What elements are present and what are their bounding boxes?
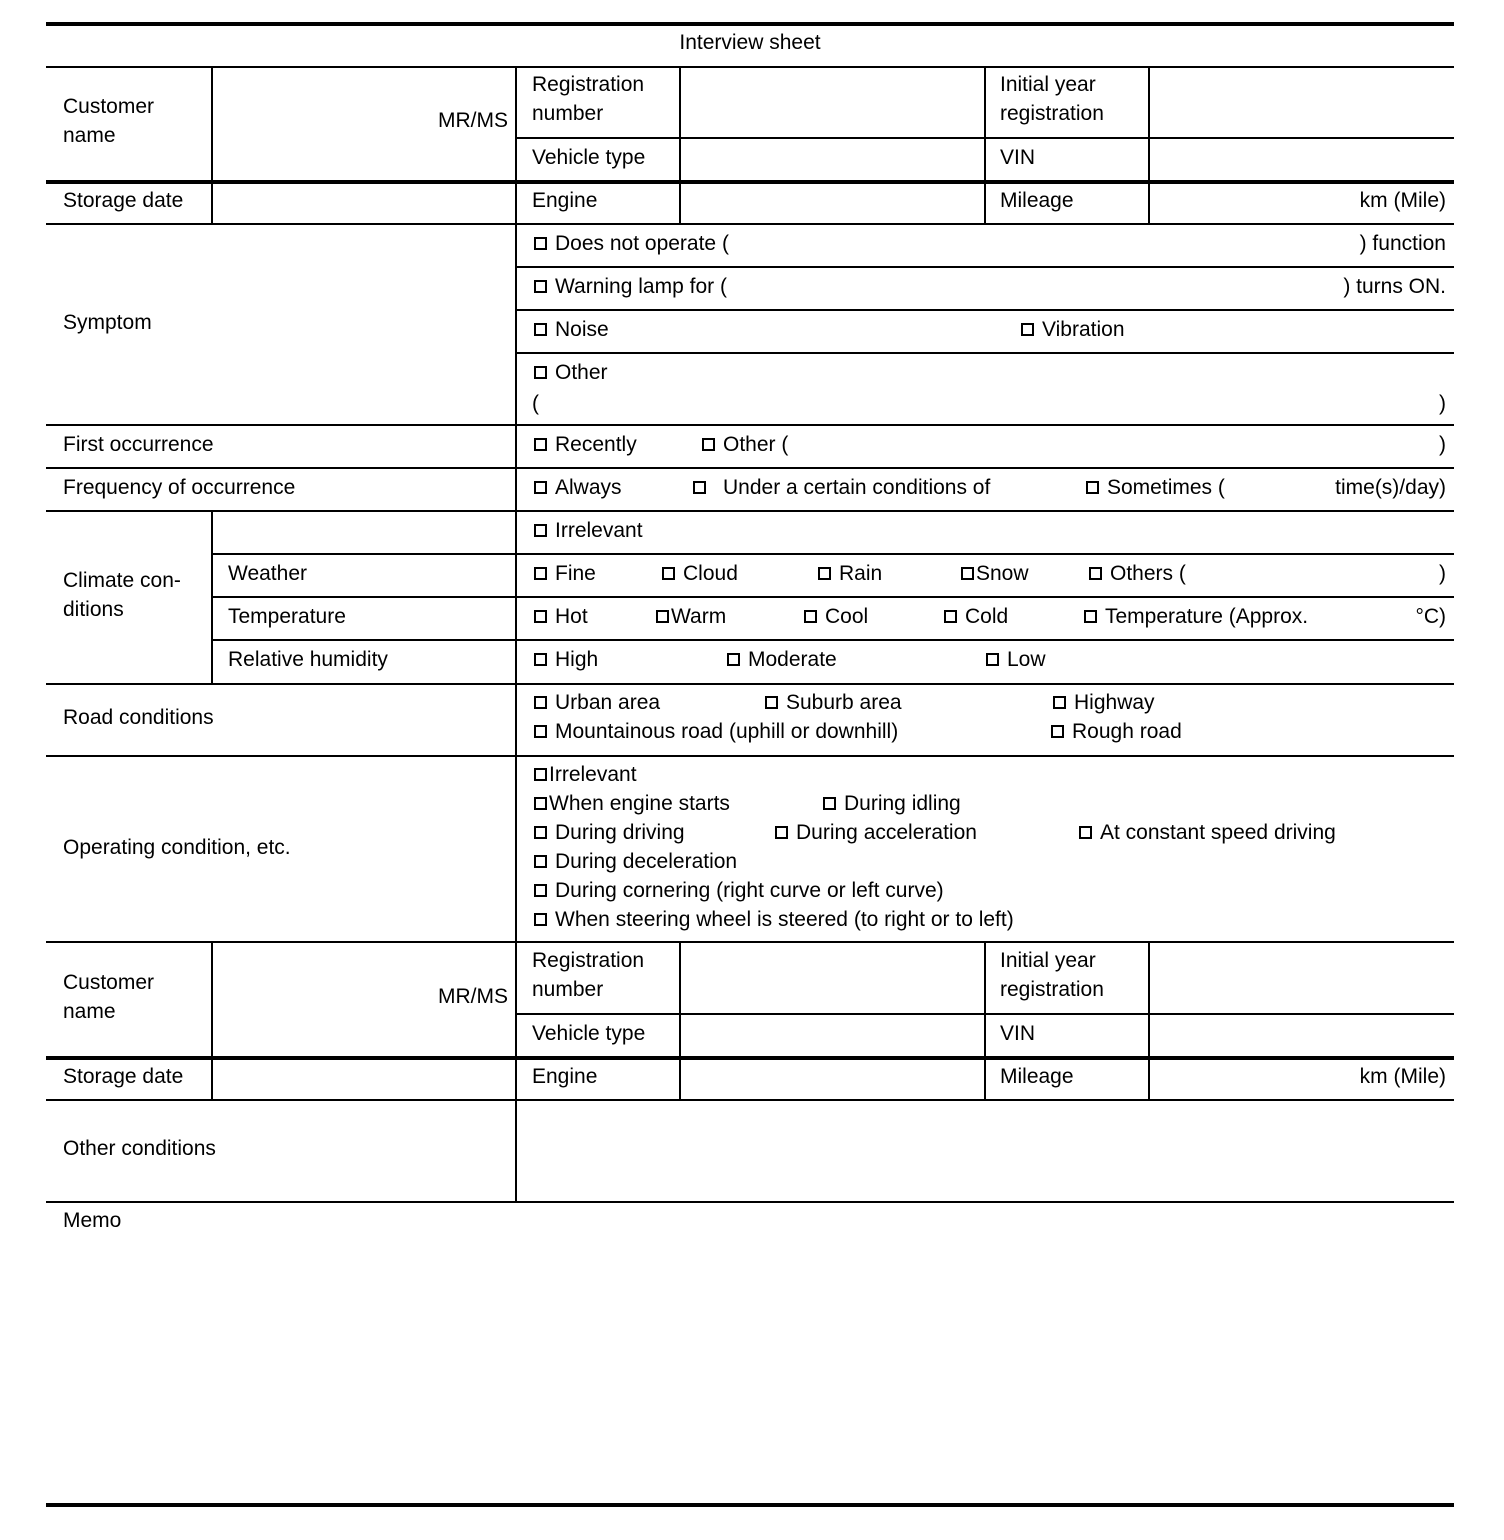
temperature-label: Temperature bbox=[228, 605, 346, 628]
divider bbox=[46, 1201, 1454, 1203]
noise-checkbox[interactable]: Noise bbox=[534, 315, 609, 344]
road-highway-checkbox[interactable]: Highway bbox=[1053, 688, 1155, 717]
operating-engine-start-checkbox[interactable]: When engine starts bbox=[534, 789, 730, 818]
road-urban-checkbox[interactable]: Urban area bbox=[534, 688, 660, 717]
checkbox-icon bbox=[534, 610, 547, 623]
sometimes-suffix: time(s)/day) bbox=[1335, 476, 1446, 499]
checkbox-icon bbox=[534, 653, 547, 666]
col-divider bbox=[515, 67, 517, 942]
divider bbox=[46, 755, 1454, 757]
initial-year-registration-field[interactable] bbox=[1150, 68, 1453, 137]
operating-constant-speed-checkbox[interactable]: At constant speed driving bbox=[1079, 818, 1336, 847]
first-occurrence-other-checkbox[interactable]: Other ( bbox=[702, 430, 788, 459]
memo-field[interactable] bbox=[46, 1240, 1454, 1500]
checkbox-icon bbox=[534, 567, 547, 580]
weather-rain-checkbox[interactable]: Rain bbox=[818, 559, 882, 588]
divider bbox=[46, 467, 1454, 469]
other-conditions-field[interactable] bbox=[517, 1101, 1453, 1201]
frequency-label: Frequency of occurrence bbox=[63, 476, 296, 499]
checkbox-icon bbox=[961, 567, 974, 580]
checkbox-icon bbox=[804, 610, 817, 623]
engine-field-2[interactable] bbox=[681, 1060, 984, 1099]
does-not-operate-suffix: ) function bbox=[1359, 232, 1446, 255]
road-conditions-label: Road conditions bbox=[63, 706, 214, 729]
divider bbox=[212, 553, 1454, 555]
under-conditions-checkbox[interactable]: Under a certain conditions of bbox=[693, 473, 990, 502]
mileage-label: Mileage bbox=[1000, 189, 1074, 212]
checkbox-icon bbox=[534, 855, 547, 868]
sometimes-checkbox[interactable]: Sometimes ( bbox=[1086, 473, 1225, 502]
checkbox-icon bbox=[534, 696, 547, 709]
checkbox-icon bbox=[534, 280, 547, 293]
humidity-label: Relative humidity bbox=[228, 648, 388, 671]
checkbox-icon bbox=[534, 366, 547, 379]
humidity-low-checkbox[interactable]: Low bbox=[986, 645, 1046, 674]
checkbox-icon bbox=[534, 438, 547, 451]
checkbox-icon bbox=[765, 696, 778, 709]
registration-number-field-2[interactable] bbox=[681, 944, 984, 1013]
customer-name-label: Customer name bbox=[63, 95, 155, 147]
humidity-moderate-checkbox[interactable]: Moderate bbox=[727, 645, 837, 674]
weather-cloud-checkbox[interactable]: Cloud bbox=[662, 559, 738, 588]
vin-field[interactable] bbox=[1150, 139, 1453, 180]
checkbox-icon bbox=[1086, 481, 1099, 494]
checkbox-icon bbox=[662, 567, 675, 580]
operating-deceleration-checkbox[interactable]: During deceleration bbox=[534, 847, 737, 876]
checkbox-icon bbox=[534, 524, 547, 537]
checkbox-icon bbox=[944, 610, 957, 623]
other-symptom-close-paren: ) bbox=[1439, 392, 1446, 415]
vin-label-2: VIN bbox=[1000, 1022, 1036, 1045]
vehicle-type-label: Vehicle type bbox=[532, 146, 646, 169]
checkbox-icon bbox=[693, 481, 706, 494]
checkbox-icon bbox=[818, 567, 831, 580]
divider bbox=[516, 352, 1454, 354]
initial-year-registration-label-2: Initial year registration bbox=[1000, 949, 1104, 1001]
operating-acceleration-checkbox[interactable]: During acceleration bbox=[775, 818, 977, 847]
temp-warm-checkbox[interactable]: Warm bbox=[656, 602, 726, 631]
road-suburb-checkbox[interactable]: Suburb area bbox=[765, 688, 902, 717]
weather-close-paren: ) bbox=[1439, 562, 1446, 585]
road-mountainous-checkbox[interactable]: Mountainous road (uphill or downhill) bbox=[534, 717, 898, 746]
other-symptom-checkbox[interactable]: Other bbox=[534, 358, 608, 387]
mileage-unit-2: km (Mile) bbox=[1359, 1065, 1446, 1088]
vehicle-type-field[interactable] bbox=[681, 139, 984, 180]
checkbox-icon bbox=[1021, 323, 1034, 336]
checkbox-icon bbox=[1051, 725, 1064, 738]
first-occurrence-label: First occurrence bbox=[63, 433, 214, 456]
checkbox-icon bbox=[775, 826, 788, 839]
storage-date-label: Storage date bbox=[63, 189, 184, 212]
divider bbox=[46, 941, 1454, 943]
always-checkbox[interactable]: Always bbox=[534, 473, 622, 502]
warning-lamp-suffix: ) turns ON. bbox=[1343, 275, 1446, 298]
checkbox-icon bbox=[1053, 696, 1066, 709]
operating-condition-label: Operating condition, etc. bbox=[63, 836, 291, 859]
checkbox-icon bbox=[727, 653, 740, 666]
vehicle-type-field-2[interactable] bbox=[681, 1015, 984, 1056]
registration-number-label: Registration number bbox=[532, 73, 645, 125]
storage-date-field-2[interactable] bbox=[213, 1060, 515, 1099]
divider bbox=[46, 510, 1454, 512]
engine-label-2: Engine bbox=[532, 1065, 598, 1088]
weather-snow-checkbox[interactable]: Snow bbox=[961, 559, 1029, 588]
temp-cool-checkbox[interactable]: Cool bbox=[804, 602, 868, 631]
engine-field[interactable] bbox=[681, 184, 984, 223]
checkbox-icon bbox=[534, 323, 547, 336]
checkbox-icon bbox=[702, 438, 715, 451]
divider bbox=[516, 309, 1454, 311]
customer-name-label-2: Customer name bbox=[63, 971, 155, 1023]
humidity-high-checkbox[interactable]: High bbox=[534, 645, 598, 674]
divider bbox=[516, 266, 1454, 268]
top-border bbox=[46, 22, 1454, 26]
other-conditions-label: Other conditions bbox=[63, 1137, 216, 1160]
storage-date-field[interactable] bbox=[213, 184, 515, 223]
other-symptom-open-paren: ( bbox=[532, 392, 539, 415]
divider bbox=[212, 639, 1454, 641]
page-title: Interview sheet bbox=[679, 31, 821, 54]
temp-approx-checkbox[interactable]: Temperature (Approx. bbox=[1084, 602, 1308, 631]
operating-steering-checkbox[interactable]: When steering wheel is steered (to right or to left) bbox=[534, 905, 1014, 934]
warning-lamp-checkbox[interactable]: Warning lamp for ( bbox=[534, 272, 727, 301]
registration-number-field[interactable] bbox=[681, 68, 984, 137]
checkbox-icon bbox=[823, 797, 836, 810]
temp-cold-checkbox[interactable]: Cold bbox=[944, 602, 1008, 631]
vin-label: VIN bbox=[1000, 146, 1036, 169]
mileage-label-2: Mileage bbox=[1000, 1065, 1074, 1088]
divider bbox=[212, 596, 1454, 598]
memo-label: Memo bbox=[63, 1209, 122, 1232]
does-not-operate-checkbox[interactable]: Does not operate ( bbox=[534, 229, 729, 258]
checkbox-icon bbox=[534, 237, 547, 250]
road-rough-checkbox[interactable]: Rough road bbox=[1051, 717, 1182, 746]
recently-checkbox[interactable]: Recently bbox=[534, 430, 637, 459]
divider bbox=[46, 424, 1454, 426]
temp-hot-checkbox[interactable]: Hot bbox=[534, 602, 588, 631]
checkbox-icon bbox=[1079, 826, 1092, 839]
checkbox-icon bbox=[1084, 610, 1097, 623]
vin-field-2[interactable] bbox=[1150, 1015, 1453, 1056]
divider bbox=[46, 683, 1454, 685]
checkbox-icon bbox=[986, 653, 999, 666]
checkbox-icon bbox=[534, 826, 547, 839]
initial-year-registration-label: Initial year registration bbox=[1000, 73, 1104, 125]
checkbox-icon bbox=[656, 610, 669, 623]
first-occurrence-close-paren: ) bbox=[1439, 433, 1446, 456]
initial-year-registration-field-2[interactable] bbox=[1150, 944, 1453, 1013]
honorific-label-2: MR/MS bbox=[438, 985, 508, 1008]
bottom-border bbox=[46, 1503, 1454, 1507]
symptom-label: Symptom bbox=[63, 311, 152, 334]
vehicle-type-label-2: Vehicle type bbox=[532, 1022, 646, 1045]
checkbox-icon bbox=[534, 797, 547, 810]
checkbox-icon bbox=[534, 768, 547, 781]
checkbox-icon bbox=[1089, 567, 1102, 580]
weather-others-checkbox[interactable]: Others ( bbox=[1089, 559, 1186, 588]
weather-fine-checkbox[interactable]: Fine bbox=[534, 559, 596, 588]
registration-number-label-2: Registration number bbox=[532, 949, 645, 1001]
weather-label: Weather bbox=[228, 562, 307, 585]
col-divider bbox=[984, 942, 986, 1100]
vibration-checkbox[interactable]: Vibration bbox=[1021, 315, 1125, 344]
col-divider bbox=[984, 67, 986, 224]
col-divider bbox=[211, 511, 213, 684]
checkbox-icon bbox=[534, 481, 547, 494]
checkbox-icon bbox=[534, 884, 547, 897]
engine-label: Engine bbox=[532, 189, 598, 212]
temperature-unit: °C) bbox=[1415, 605, 1446, 628]
checkbox-icon bbox=[534, 913, 547, 926]
storage-date-label-2: Storage date bbox=[63, 1065, 184, 1088]
operating-cornering-checkbox[interactable]: During cornering (right curve or left curve) bbox=[534, 876, 944, 905]
divider bbox=[46, 223, 1454, 225]
checkbox-icon bbox=[534, 725, 547, 738]
mileage-unit: km (Mile) bbox=[1359, 189, 1446, 212]
operating-driving-checkbox[interactable]: During driving bbox=[534, 818, 685, 847]
operating-irrelevant-checkbox[interactable]: Irrelevant bbox=[534, 760, 637, 789]
operating-idling-checkbox[interactable]: During idling bbox=[823, 789, 961, 818]
climate-irrelevant-checkbox[interactable]: Irrelevant bbox=[534, 516, 643, 545]
climate-label: Climate con- ditions bbox=[63, 569, 181, 621]
honorific-label: MR/MS bbox=[438, 109, 508, 132]
